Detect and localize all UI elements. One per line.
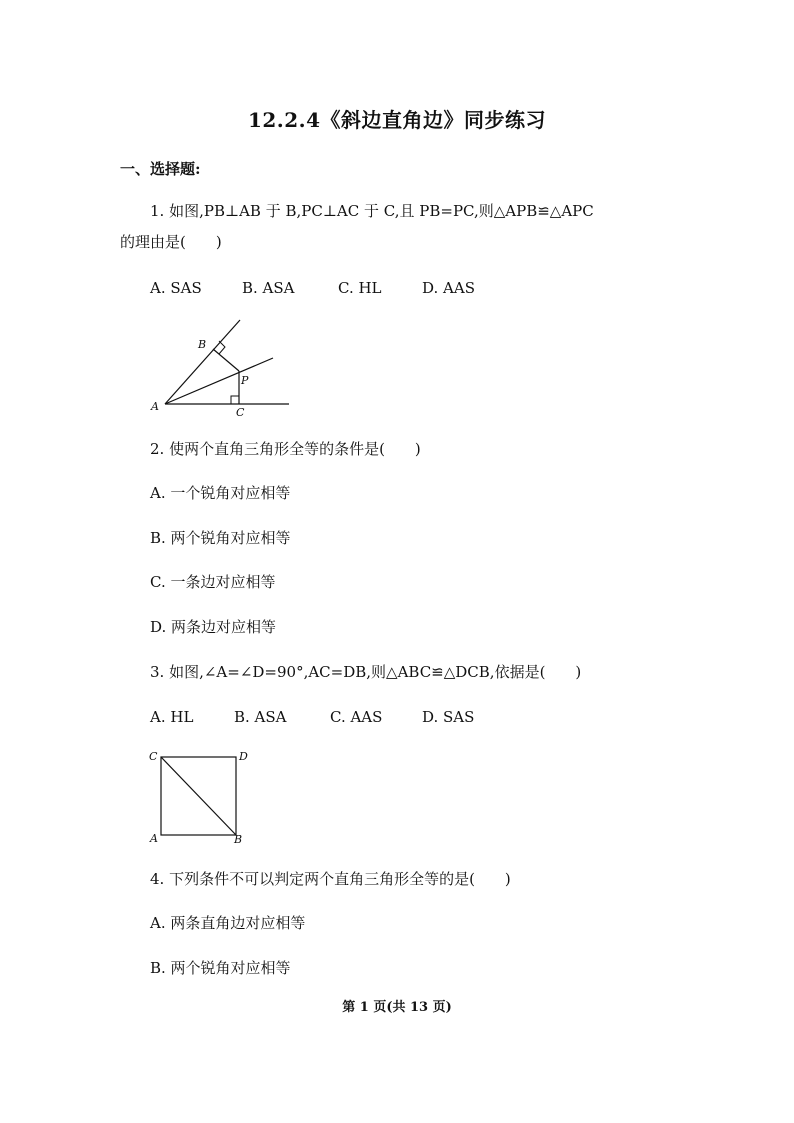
question-2-option-b: B. 两个锐角对应相等	[150, 529, 291, 547]
question-3-option-a: A. HL	[150, 708, 194, 726]
question-3-options	[150, 708, 474, 726]
question-2-option-d: D. 两条边对应相等	[150, 618, 277, 636]
question-3-figure	[145, 745, 255, 847]
question-3-option-d: D. SAS	[422, 708, 475, 726]
right-angle-mark-c	[231, 396, 239, 404]
question-1-option-c: C. HL	[338, 279, 382, 297]
label-a: A	[151, 400, 159, 413]
question-2-stem: 2. 使两个直角三角形全等的条件是( )	[150, 440, 421, 458]
label-a: A	[150, 832, 158, 845]
question-2-option-a: A. 一个锐角对应相等	[150, 484, 291, 502]
question-3-stem: 3. 如图,∠A=∠D=90°,AC=DB,则△ABC≌△DCB,依据是( )	[150, 663, 582, 681]
label-b: B	[198, 338, 207, 351]
question-4-option-b: B. 两个锐角对应相等	[150, 959, 291, 977]
section-heading: 一、选择题:	[120, 160, 201, 178]
ray-ap-line	[165, 358, 273, 404]
question-2-option-c: C. 一条边对应相等	[150, 573, 276, 591]
question-1-option-a: A. SAS	[150, 279, 202, 297]
label-c: C	[149, 750, 158, 763]
question-4-stem: 4. 下列条件不可以判定两个直角三角形全等的是( )	[150, 870, 511, 888]
question-1-options	[150, 279, 475, 297]
question-1-stem-line2: 的理由是( )	[120, 233, 222, 251]
label-p: P	[241, 374, 249, 387]
question-3-option-b: B. ASA	[234, 708, 287, 726]
page-title: 12.2.4《斜边直角边》同步练习	[247, 108, 547, 132]
diagonal-cb-line	[161, 757, 236, 835]
page-footer: 第 1 页(共 13 页)	[342, 1000, 452, 1015]
label-d: D	[239, 750, 248, 763]
label-c: C	[236, 406, 245, 419]
question-1-option-d: D. AAS	[422, 279, 475, 297]
question-4-option-a: A. 两条直角边对应相等	[150, 914, 306, 932]
question-3-option-c: C. AAS	[330, 708, 383, 726]
segment-pb-line	[213, 349, 239, 371]
question-1-stem-line1: 1. 如图,PB⊥AB 于 B,PC⊥AC 于 C,且 PB=PC,则△APB≌△APC	[150, 202, 594, 220]
question-1-figure	[145, 312, 305, 424]
question-1-option-b: B. ASA	[242, 279, 295, 297]
label-b: B	[234, 833, 243, 846]
